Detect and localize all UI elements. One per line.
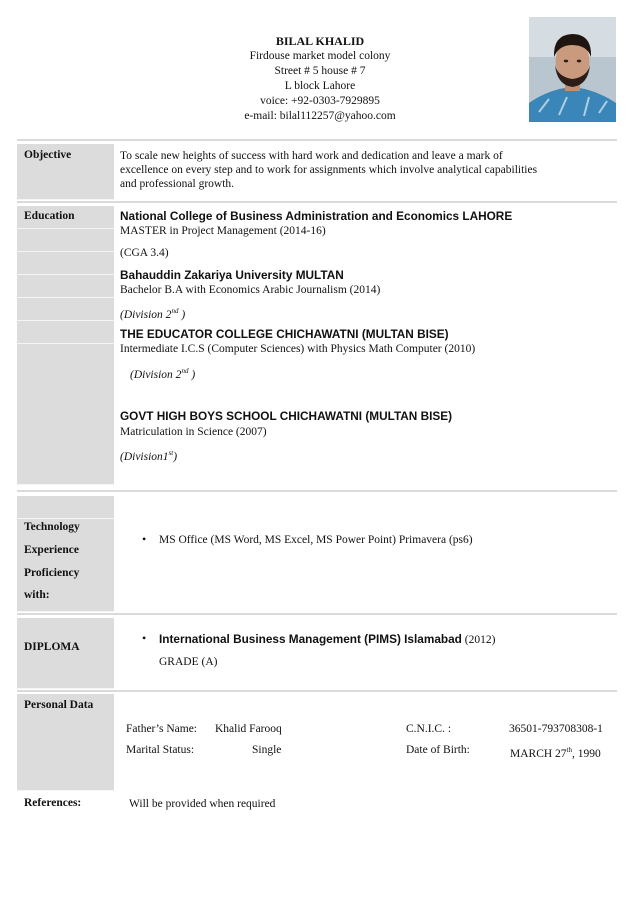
education-2-degree: Bachelor B.A with Economics Arabic Journalism (2014) xyxy=(120,284,381,296)
education-1-degree: MASTER in Project Management (2014-16) xyxy=(120,225,326,237)
references-text: Will be provided when required xyxy=(129,798,276,810)
marital-status-label: Marital Status: xyxy=(126,744,195,756)
marital-status-value: Single xyxy=(252,744,282,756)
grade-text-end: ) xyxy=(188,368,196,381)
education-3-degree: Intermediate I.C.S (Computer Sciences) with Physics Math Computer (2010) xyxy=(120,343,476,355)
profile-photo xyxy=(529,17,616,122)
education-label-cell xyxy=(17,229,114,252)
education-1-grade: (CGA 3.4) xyxy=(120,247,169,259)
education-label-cell xyxy=(17,252,114,275)
education-1-school: National College of Business Administration and Economics LAHORE xyxy=(120,209,513,223)
grade-superscript: nd xyxy=(181,367,189,375)
section-divider xyxy=(17,613,617,615)
cnic-value: 36501-793708308-1 xyxy=(509,723,603,735)
dob-year: , 1990 xyxy=(572,747,601,760)
experience-label: Experience xyxy=(24,544,79,556)
section-divider xyxy=(17,490,617,492)
contact-header xyxy=(150,34,490,124)
section-divider xyxy=(17,139,617,141)
father-name-label: Father’s Name: xyxy=(126,723,198,735)
education-2-school: Bahauddin Zakariya University MULTAN xyxy=(120,268,344,282)
section-divider xyxy=(17,201,617,203)
grade-superscript: st xyxy=(168,449,174,457)
education-label-cell xyxy=(17,344,114,485)
bullet-icon: • xyxy=(142,532,147,546)
objective-line-3: and professional growth. xyxy=(120,178,235,190)
technology-label-cell xyxy=(17,496,114,519)
dob-value xyxy=(510,743,601,761)
education-label: Education xyxy=(24,210,75,222)
education-label-cell xyxy=(17,275,114,298)
address-line-3: L block Lahore xyxy=(284,80,356,92)
dob-superscript: th xyxy=(566,746,573,754)
education-4-school: GOVT HIGH BOYS SCHOOL CHICHAWATNI (MULTAN BISE) xyxy=(120,409,453,423)
technology-item: MS Office (MS Word, MS Excel, MS Power Point) Primavera (ps6) xyxy=(159,534,473,546)
candidate-name: BILAL KHALID xyxy=(275,34,365,48)
grade-superscript: nd xyxy=(171,307,179,315)
dob-label: Date of Birth: xyxy=(406,744,470,756)
objective-line-2: excellence on every step and to work for assignments which involve analytical capabilities xyxy=(120,164,538,176)
father-name-value: Khalid Farooq xyxy=(215,723,282,735)
cnic-label: C.N.I.C. : xyxy=(406,723,452,735)
grade-text-end: ) xyxy=(178,308,186,321)
grade-text: (Division 2 xyxy=(130,368,182,381)
grade-text: (Division1 xyxy=(120,450,169,463)
education-label-cell xyxy=(17,321,114,344)
diploma-year: (2012) xyxy=(461,634,496,646)
education-4-degree: Matriculation in Science (2007) xyxy=(120,426,267,438)
address-line-2: Street # 5 house # 7 xyxy=(274,65,366,77)
diploma-institute: International Business Management (PIMS) Islamabad xyxy=(159,632,462,646)
dob-month-day: MARCH 27 xyxy=(510,747,567,760)
education-4-grade xyxy=(120,446,177,464)
education-2-grade xyxy=(120,304,185,322)
technology-label: Technology xyxy=(24,521,80,533)
references-label: References: xyxy=(24,797,82,809)
diploma-label: DIPLOMA xyxy=(24,641,80,653)
grade-text: (Division 2 xyxy=(120,308,172,321)
section-divider xyxy=(17,690,617,692)
diploma-grade: GRADE (A) xyxy=(159,656,218,668)
proficiency-label: Proficiency xyxy=(24,567,80,579)
objective-line-1: To scale new heights of success with hard work and dedication and leave a mark of xyxy=(120,150,503,162)
objective-label: Objective xyxy=(24,149,72,161)
education-3-grade xyxy=(130,364,195,382)
diploma-label-cell xyxy=(17,618,114,689)
email-address: e-mail: bilal112257@yahoo.com xyxy=(244,110,396,122)
diploma-title xyxy=(159,632,495,647)
grade-text-end: ) xyxy=(173,450,178,463)
phone-number: voice: +92-0303-7929895 xyxy=(260,95,380,107)
bullet-icon: • xyxy=(142,631,147,645)
address-line-1: Firdouse market model colony xyxy=(249,50,391,62)
with-label: with: xyxy=(24,589,50,601)
education-label-cell xyxy=(17,298,114,321)
personal-data-label: Personal Data xyxy=(24,699,94,711)
education-3-school: THE EDUCATOR COLLEGE CHICHAWATNI (MULTAN BISE) xyxy=(120,327,449,341)
